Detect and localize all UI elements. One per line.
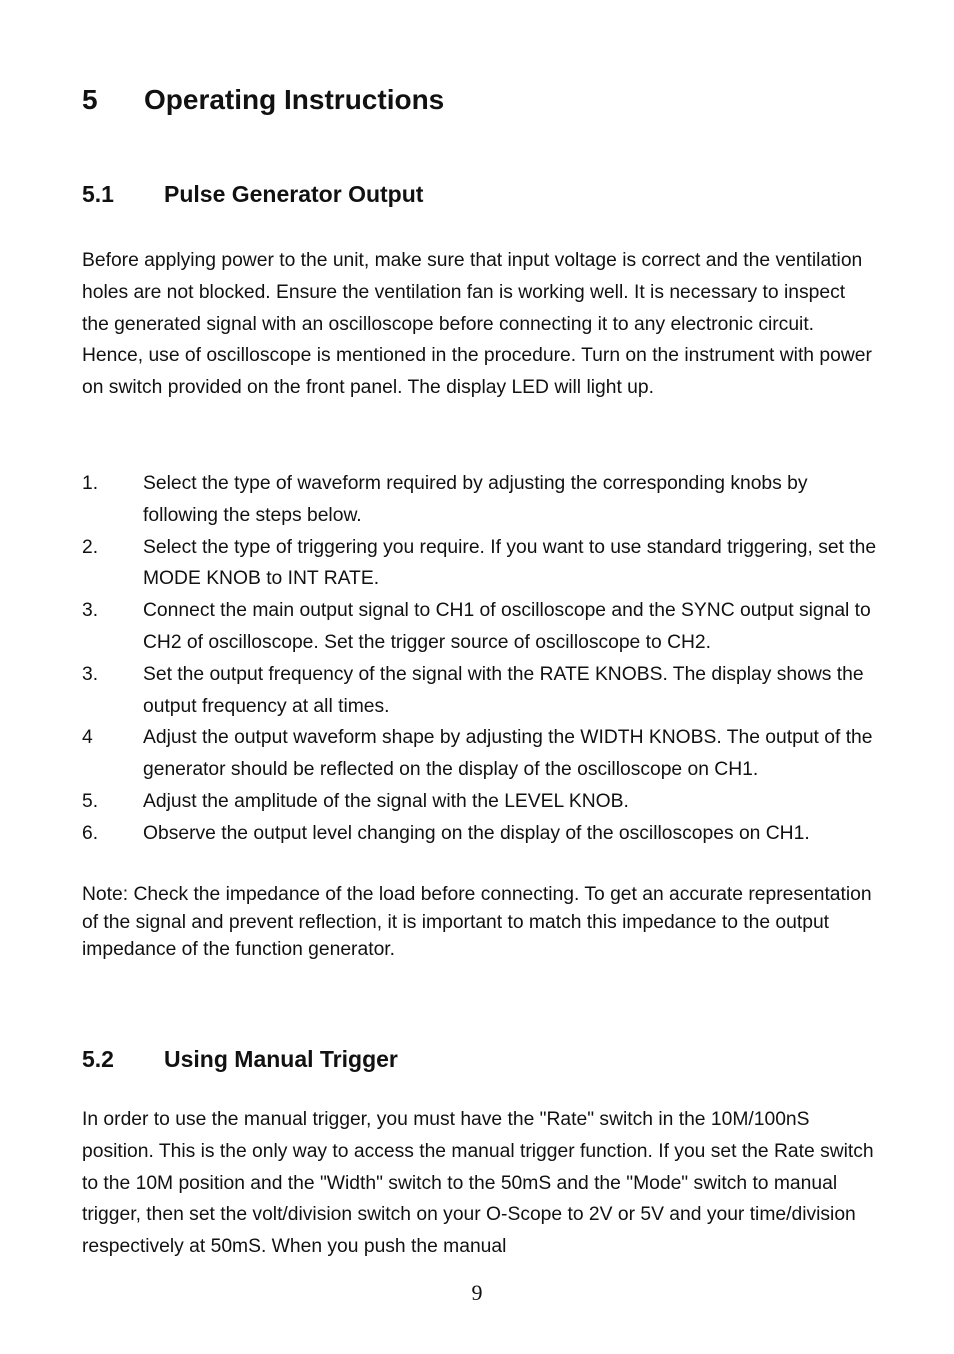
list-item xyxy=(82,532,877,596)
list-item xyxy=(82,722,877,786)
step-number: 3. xyxy=(82,663,99,685)
list-item xyxy=(82,595,877,659)
step-number: 1. xyxy=(82,473,99,494)
subsection-heading-5-2 xyxy=(82,1046,398,1073)
step-text: Adjust the amplitude of the signal with the LEVEL KNOB. xyxy=(143,790,629,812)
page-number: 9 xyxy=(471,1280,483,1305)
list-item xyxy=(82,818,877,850)
subsection-title: Using Manual Trigger xyxy=(164,1046,398,1072)
list-item xyxy=(82,786,877,818)
subsection-heading-5-1 xyxy=(82,181,423,208)
step-text: Select the type of triggering you require. If you want to use standard triggering, set the MODE KNOB to INT RATE. xyxy=(143,536,877,590)
step-number: 6. xyxy=(82,822,99,844)
subsection-number: 5.1 xyxy=(82,181,114,207)
list-item xyxy=(82,468,877,532)
step-number: 3. xyxy=(82,600,99,622)
note-paragraph: Note: Check the impedance of the load before connecting. To get an accurate representation of the signal and prevent reflection, it is important to match this impedance to the output impedance of the function generator. xyxy=(82,884,872,960)
intro-paragraph: Before applying power to the unit, make sure that input voltage is correct and the ventilation holes are not blocked. Ensure the ventilation fan is working well. It is necessary to inspect the generated signal with an oscilloscope before connecting it to any electronic circuit. Hence, use of oscilloscope is mentioned in the procedure. Turn on the instrument with power on switch provided on the front panel. The display LED will light up. xyxy=(82,250,872,399)
step-text: Adjust the output waveform shape by adjusting the WIDTH KNOBS. The output of the generator should be reflected on the display of the oscilloscope on CH1. xyxy=(143,727,873,781)
step-text: Select the type of waveform required by adjusting the corresponding knobs by following the steps below. xyxy=(143,473,808,526)
manual-trigger-paragraph: In order to use the manual trigger, you must have the "Rate" switch in the 10M/100nS position. This is the only way to access the manual trigger function. If you set the Rate switch to the 10M position and the "Width" switch to the 50mS and the "Mode" switch to manual trigger, then set the volt/division switch on your O-Scope to 2V or 5V and your time/division respectively at 50mS. When you push the manual xyxy=(82,1109,874,1258)
step-number: 2. xyxy=(82,536,99,558)
step-text: Set the output frequency of the signal with the RATE KNOBS. The display shows the output frequency at all times. xyxy=(143,663,864,717)
section-title: Operating Instructions xyxy=(144,84,445,115)
procedure-steps xyxy=(82,468,877,850)
list-item xyxy=(82,659,877,723)
step-text: Observe the output level changing on the display of the oscilloscopes on CH1. xyxy=(143,822,810,844)
subsection-title: Pulse Generator Output xyxy=(164,181,424,207)
step-text: Connect the main output signal to CH1 of oscilloscope and the SYNC output signal to CH2 of oscilloscope. Set the trigger source of oscilloscope to CH2. xyxy=(143,600,871,653)
section-heading xyxy=(82,84,444,116)
section-number: 5 xyxy=(82,84,98,115)
step-number: 4 xyxy=(82,727,93,749)
subsection-number: 5.2 xyxy=(82,1046,114,1072)
step-number: 5. xyxy=(82,790,99,812)
